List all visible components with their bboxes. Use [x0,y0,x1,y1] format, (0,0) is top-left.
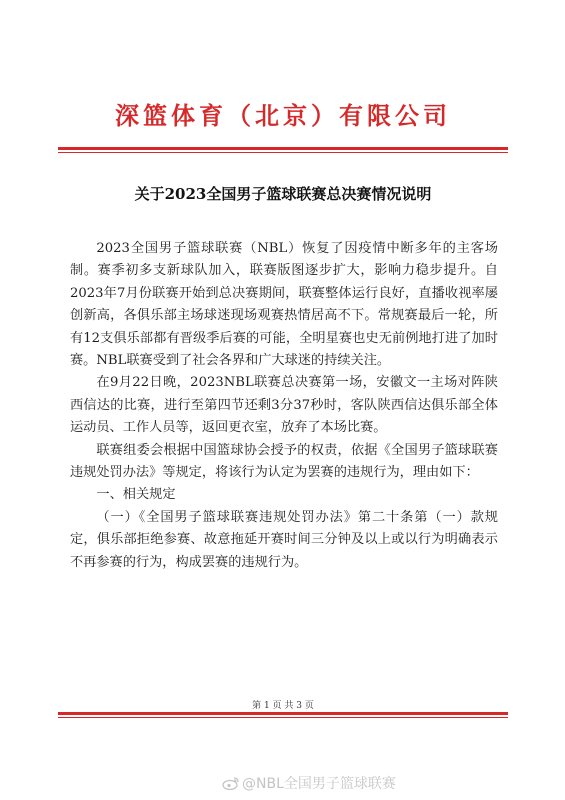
section-heading: 一、相关规定 [96,487,176,503]
document-title: 关于2023全国男子篮球联赛总决赛情况说明 [134,185,432,203]
weibo-icon [222,776,240,790]
footer-red-rule-thick [58,712,508,715]
watermark-text: @NBL全国男子篮球联赛 [242,776,396,792]
footer-red-rule-thin [58,717,508,718]
clause-paragraph: （一）《全国男子篮球联赛违规处罚办法》第二十条第（一）款规定，俱乐部拒绝参赛、故意拖延开赛时间三分钟及以上或以行为明确表示不再参赛的行为，构成罢赛的违规行为。 [70,509,498,570]
letterhead-red-rule-thin [58,152,508,153]
body-paragraph-2: 在9月22日晚，2023NBL联赛总决赛第一场，安徽文一主场对阵陕西信达的比赛，进行至第四节还剩3分37秒时，客队陕西信达俱乐部全体运动员、工作人员等，返回更衣室，放弃了本场比赛。 [70,375,498,436]
weibo-watermark [222,773,396,793]
body-paragraph-3: 联赛组委会根据中国篮球协会授予的权责，依据《全国男子篮球联赛违规处罚办法》等规定，将该行为认定为罢赛的违规行为，理由如下： [70,442,498,481]
body-paragraph-1: 2023全国男子篮球联赛（NBL）恢复了因疫情中断多年的主客场制。赛季初多支新球队加入，联赛版图逐步扩大，影响力稳步提升。自2023年7月份联赛开始到总决赛期间，联赛整体运行良好，直播收视率屡创新高，各俱乐部主场球迷现场观赛热情居高不下。常规赛最后一轮，所有12支俱乐部都有晋级季后赛的可能，全明星赛也史无前例地打进了加时赛。NBL联赛受到了社会各界和广大球迷的持续关注。 [70,241,498,369]
document-body [70,238,498,574]
letterhead-organization-name: 深篮体育（北京）有限公司 [115,102,451,130]
letterhead-red-rule-thick [58,147,508,150]
page-indicator: 第 1 页 共 3 页 [252,701,314,711]
